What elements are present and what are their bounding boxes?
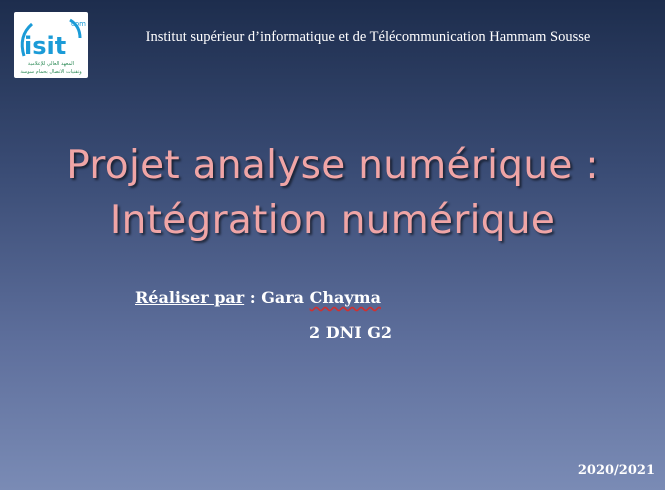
- author-label: Réaliser par: [135, 288, 245, 307]
- author-first-name: Gara: [261, 288, 310, 307]
- logo-caption-1: المعهد العالي للإعلامية: [27, 61, 75, 67]
- academic-year: 2020/2021: [577, 463, 655, 478]
- class-group: 2 DNI G2: [309, 323, 393, 342]
- institute-name: Institut supérieur d’informatique et de Télécommunication Hammam Sousse: [145, 29, 591, 45]
- author-line: [135, 288, 381, 307]
- author-last-name: Chayma: [309, 288, 381, 307]
- title-line-1: Projet analyse numérique :: [66, 143, 599, 188]
- logo-text: isit: [24, 32, 67, 60]
- slide-title: [10, 138, 655, 248]
- author-separator: :: [244, 288, 262, 307]
- title-line-2: Intégration numérique: [109, 198, 556, 243]
- isitcom-logo: [14, 12, 88, 78]
- isitcom-logo-graphic: [14, 12, 88, 78]
- logo-superscript: com: [71, 20, 86, 28]
- logo-caption-2: وتقنيات الاتصال بحمام سوسة: [20, 69, 82, 75]
